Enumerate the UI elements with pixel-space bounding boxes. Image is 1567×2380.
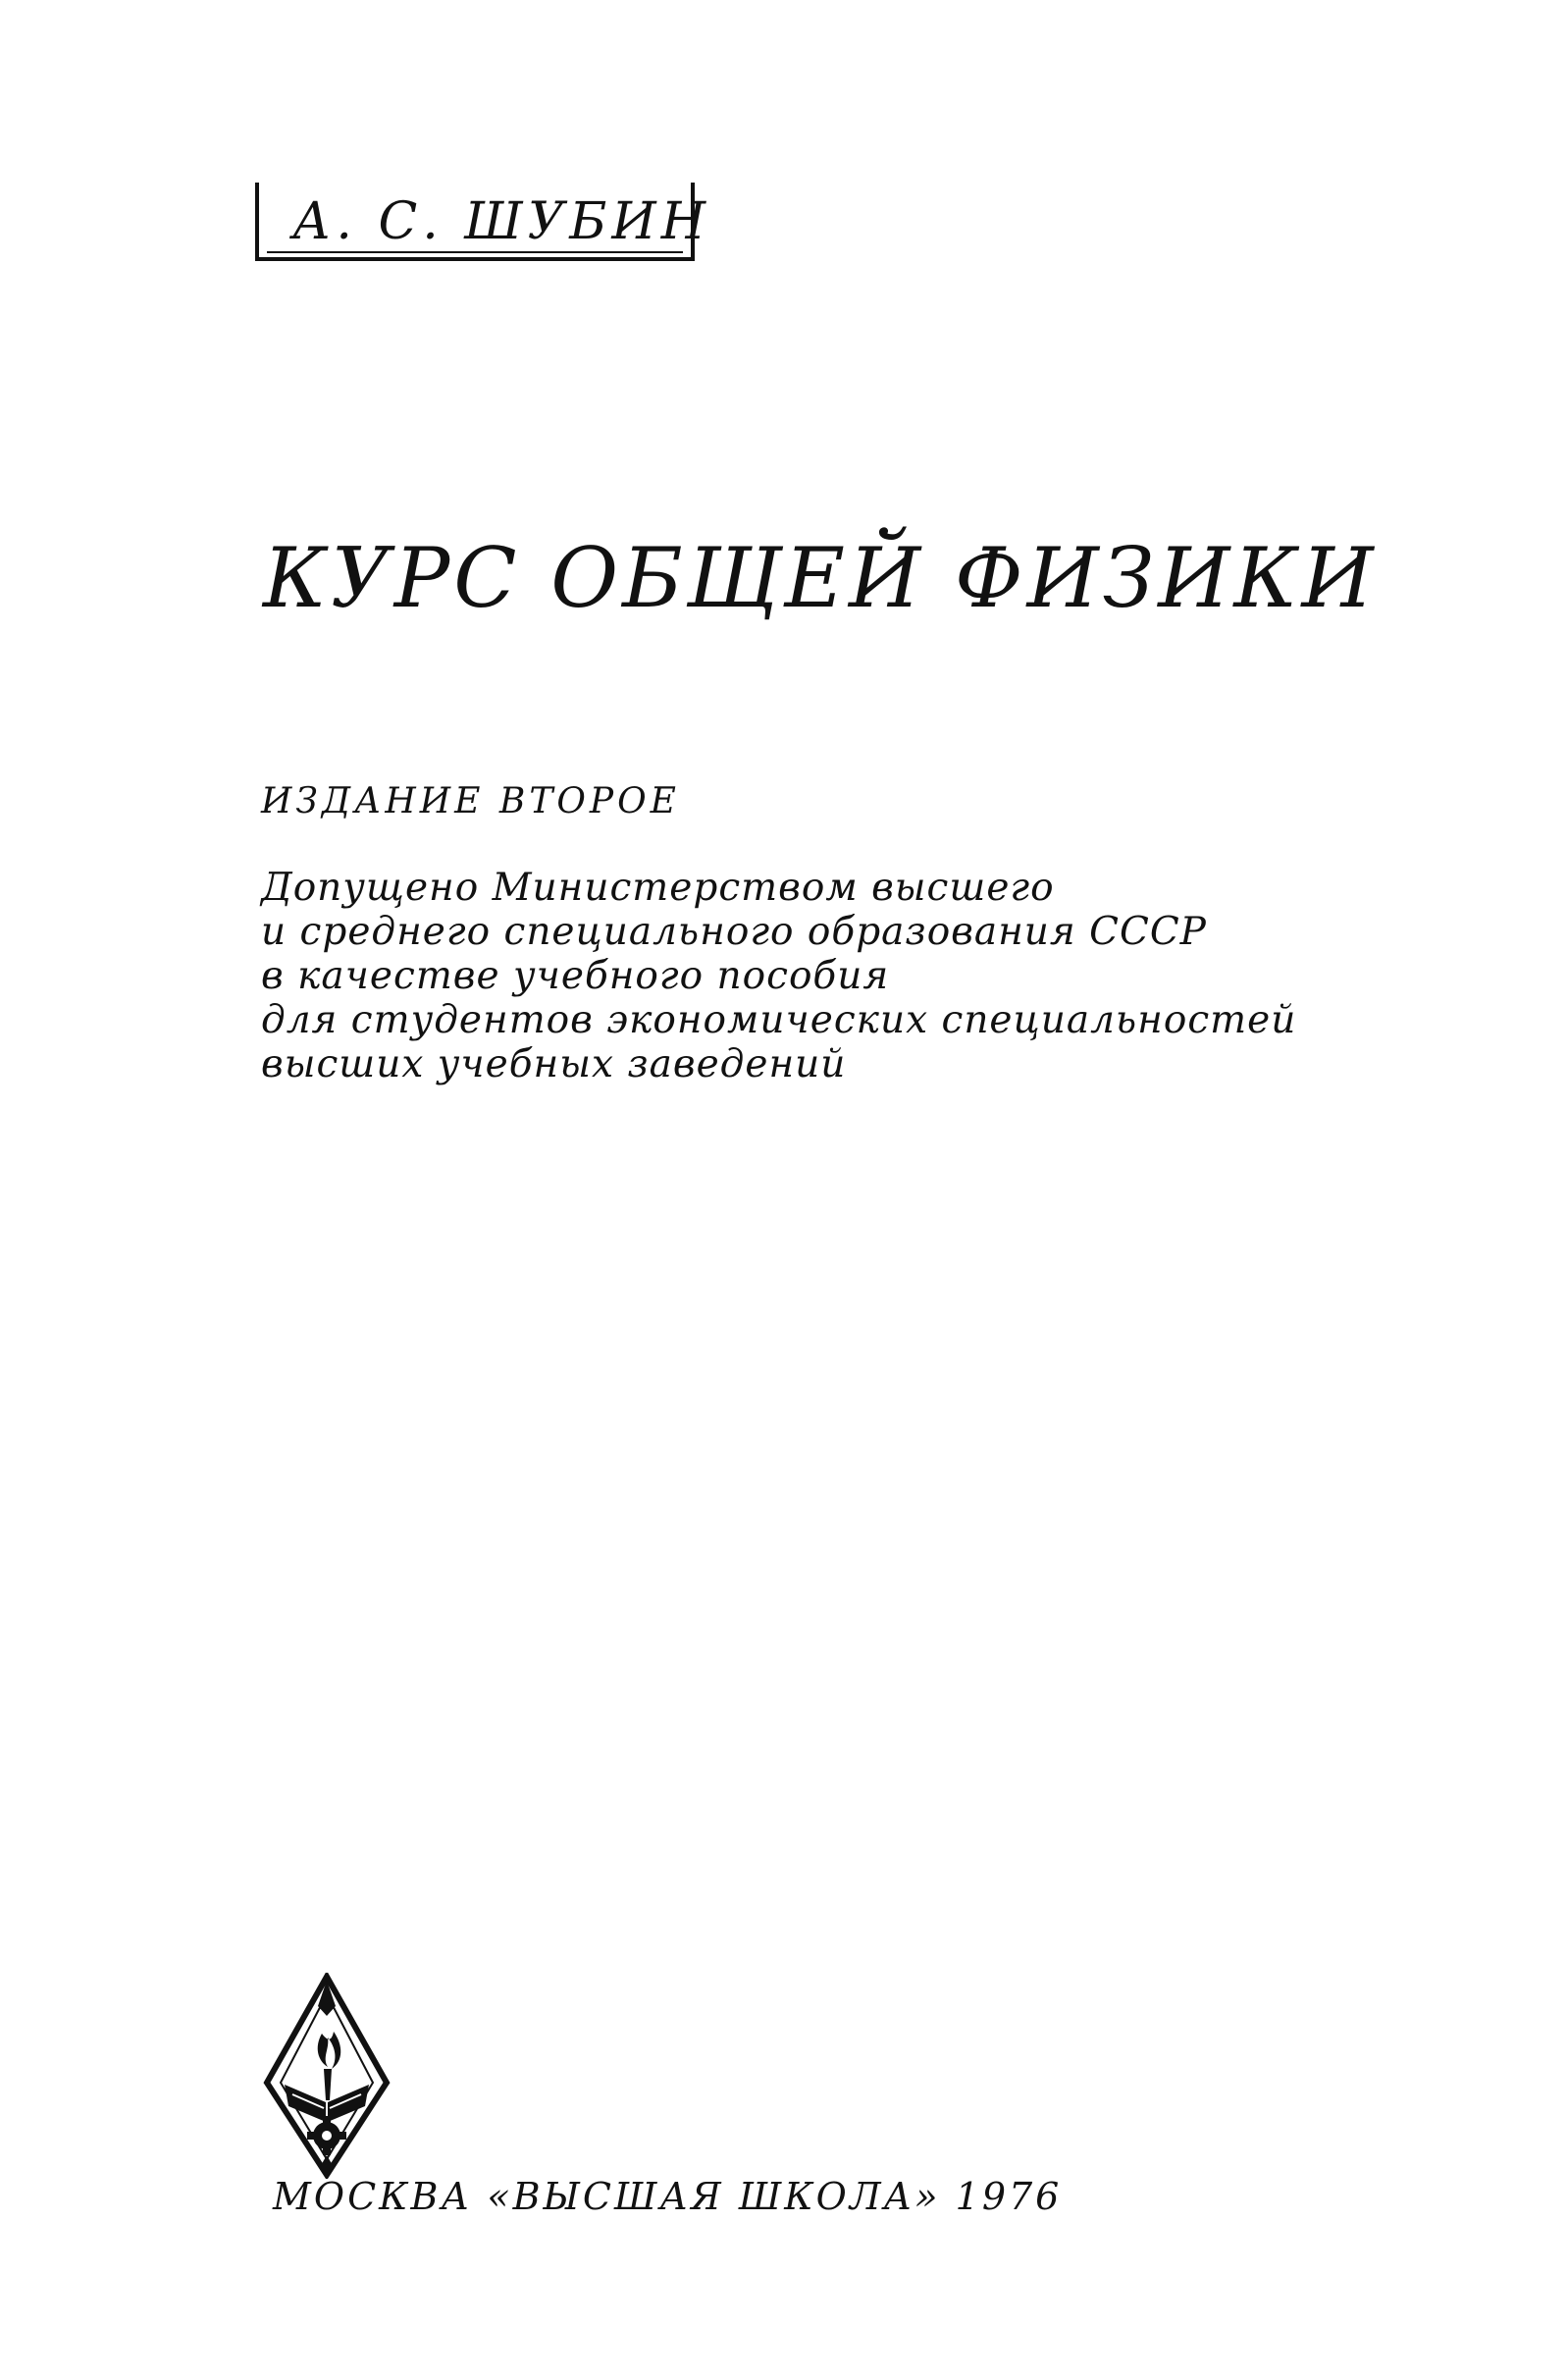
publisher-name: «ВЫСШАЯ ШКОЛА» — [487, 2175, 941, 2218]
approval-line: и среднего специального образования СССР — [261, 910, 1207, 954]
approval-line: в качестве учебного пособия — [261, 954, 890, 998]
book-title: КУРС ОБЩЕЙ ФИЗИКИ — [263, 530, 1378, 626]
author-frame — [255, 183, 711, 261]
publisher-line — [273, 2175, 1062, 2218]
author-name: А. С. ШУБИН — [292, 192, 711, 251]
approval-text — [261, 866, 1297, 1086]
approval-line: для студентов экономических специальностей — [261, 998, 1297, 1042]
approval-line: Допущено Министерством высшего — [261, 866, 1055, 910]
publisher-city: МОСКВА — [273, 2175, 473, 2218]
edition-label: ИЗДАНИЕ ВТОРОЕ — [261, 781, 680, 821]
approval-line: высших учебных заведений — [261, 1042, 847, 1086]
publication-year: 1976 — [955, 2175, 1063, 2218]
publisher-emblem-icon — [263, 1973, 391, 2179]
